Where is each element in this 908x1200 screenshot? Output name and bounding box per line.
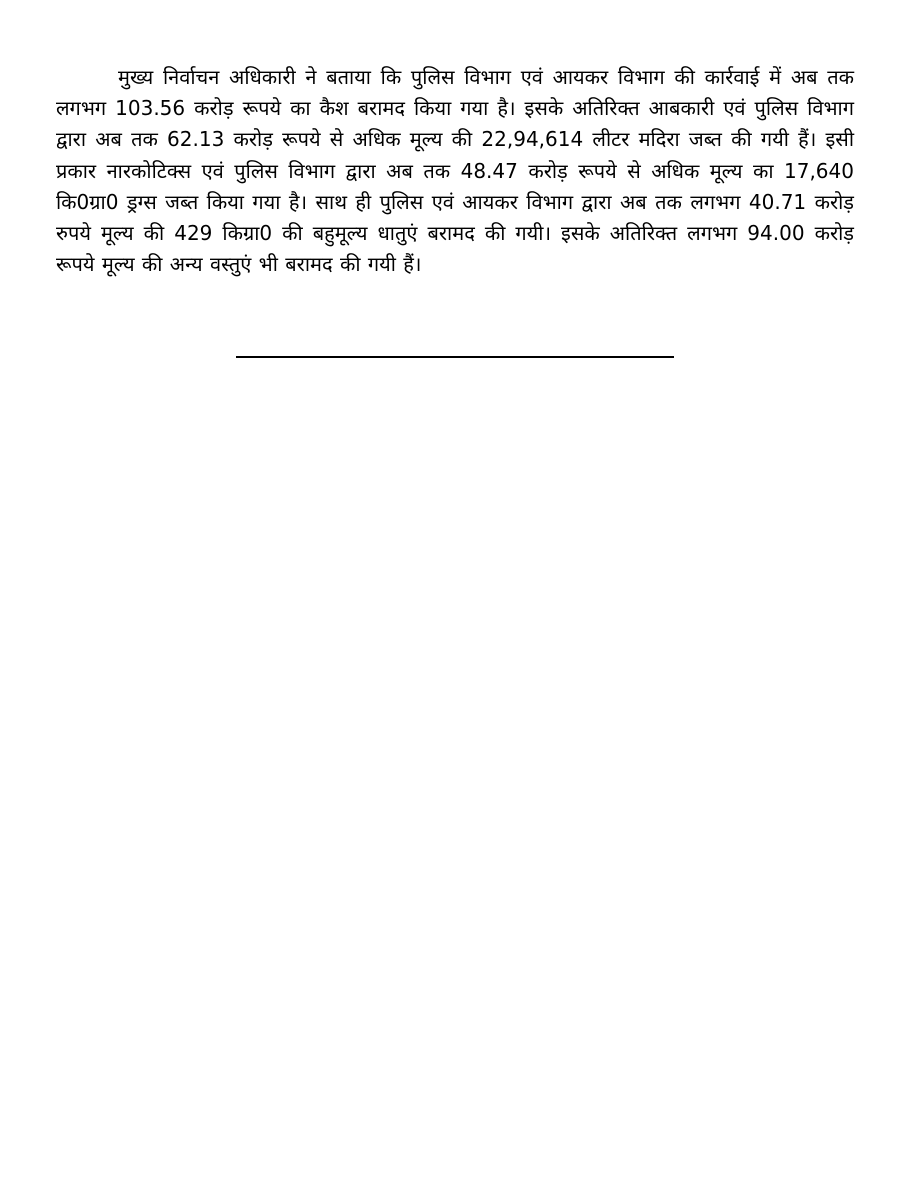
body-paragraph: मुख्य निर्वाचन अधिकारी ने बताया कि पुलिस विभाग एवं आयकर विभाग की कार्रवाई में अब तक लगभग 103.56 करोड़ रूपये का कैश बरामद किया गया है। इसके अतिरिक्त आबकारी एवं पुलिस विभाग द्वारा अब तक 62.13 करोड़ रूपये से अधिक मूल्य की 22,94,614 लीटर मदिरा जब्त की गयी हैं। इसी प्रकार नारकोटिक्स एवं पुलिस विभाग द्वारा अब तक 48.47 करोड़ रूपये से अधिक मूल्य का 17,640 कि0ग्रा0 ड्रग्स जब्त किया गया है। साथ ही पुलिस एवं आयकर विभाग द्वारा अब तक लगभग 40.71 करोड़ रुपये मूल्य की 429 किग्रा0 की बहुमूल्य धातुएं बरामद की गयी। इसके अतिरिक्त लगभग 94.00 करोड़ रूपये मूल्य की अन्य वस्तुएं भी बरामद की गयी हैं। bbox=[56, 65, 854, 277]
end-separator-line bbox=[236, 356, 674, 358]
